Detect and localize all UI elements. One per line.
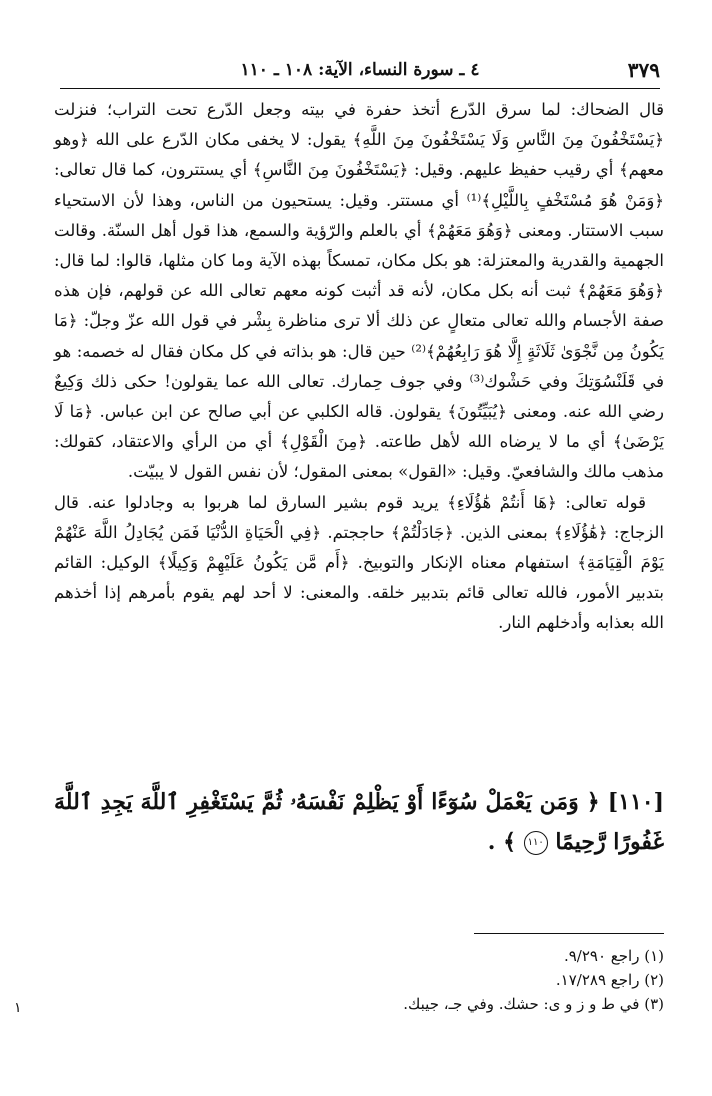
commentary-paragraph: قال الضحاك: لما سرق الدّرع أتخذ حفرة في بيته وجعل الدّرع تحت التراب؛ فنزلت ﴿يَسْتَخْفُونَ مِنَ النَّاسِ وَلَا يَسْتَخْفُونَ مِنَ اللَّهِ﴾ يقول: لا يخفى مكان الدّرع على الله ﴿وهو معهم﴾ أي رقيب حفيظ عليهم. وقيل: ﴿يَسْتَخْفُونَ مِنَ النَّاسِ﴾ أي يستترون، كما قال تعالى: ﴿وَمَنْ هُوَ مُسْتَخْفٍ بِاللَّيْلِ﴾⁽¹⁾ أي مستتر. وقيل: يستحيون من الناس، وهذا لأن الاستحياء سبب الاستتار. ومعنى ﴿وَهُوَ مَعَهُمْ﴾ أي بالعلم والرّؤية والسمع، هذا قول أهل السنّة. وقالت الجهمية والقدرية والمعتزلة: هو بكل مكان، تمسكاً بهذه الآية وما كان مثلها، قالوا: لما قال: ﴿وَهُوَ مَعَهُمْ﴾ ثبت أنه بكل مكان، لأنه قد أثبت كونه معهم تعالى الله عن قولهم، فإن هذه صفة الأجسام والله تعالى متعالٍ عن ذلك ألا ترى مناظرة بِشْر في قول الله عزّ وجلّ: ﴿مَا يَكُونُ مِن نَّجْوَىٰ ثَلَاثَةٍ إِلَّا هُوَ رَابِعُهُمْ﴾⁽²⁾ حين قال: هو بذاته في كل مكان فقال له خصمه: هو في قَلَنْسُوَتِكَ وفي حَشْوك⁽³⁾ وفي جوف حِمارك. تعالى الله عما يقولون! حكى ذلك وَكِيعٌ رضي الله عنه. ومعنى ﴿يُبَيِّتُونَ﴾ يقولون. قاله الكلبي عن أبي صالح عن ابن عباس. ﴿مَا لَا يَرْضَىٰ﴾ أي ما لا يرضاه الله لأهل طاعته. ﴿مِنَ الْقَوْلِ﴾ أي من الرأي والاعتقاد، كقولك: مذهب مالك والشافعيّ. وقيل: «القول» بمعنى المقول؛ لأن نفس القول لا يبيّت.: [54, 100, 664, 482]
verse-closing: ﴾ .: [487, 829, 516, 855]
verse-text: ﴿ وَمَن يَعْمَلْ سُوٓءًا أَوْ يَظْلِمْ نَفْسَهُۥ ثُمَّ يَسْتَغْفِرِ ٱللَّهَ يَجِدِ ٱللَّهَ غَفُورًا رَّحِيمًا: [54, 789, 664, 855]
footnote: (٢) راجع ١٧/٢٨٩.: [555, 971, 664, 989]
verse-number: [١١٠]: [607, 789, 665, 815]
page-header: [60, 58, 660, 89]
quran-verse: [54, 782, 664, 862]
footnote: (١) راجع ٩/٢٩٠.: [563, 947, 664, 965]
page-number: ٣٧٩: [627, 58, 660, 82]
running-title: ٤ ـ سورة النساء، الآية: ١٠٨ ـ ١١٠: [240, 60, 480, 80]
margin-mark: ١: [14, 1000, 22, 1016]
footnote: (٣) في ط و ز و ى: حشك. وفي جـ، جيبك.: [403, 995, 664, 1013]
footnote-divider: [474, 933, 664, 934]
commentary-paragraph: قوله تعالى: ﴿هَا أَنتُمْ هَٰؤُلَاءِ﴾ يريد قوم بشير السارق لما هربوا به وجادلوا عنه. قال الزجاج: ﴿هَٰؤُلَاءِ﴾ بمعنى الذين. ﴿جَادَلْتُمْ﴾ حاججتم. ﴿فِي الْحَيَاةِ الدُّنْيَا فَمَن يُجَادِلُ اللَّهَ عَنْهُمْ يَوْمَ الْقِيَامَةِ﴾ استفهام معناه الإنكار والتوبيخ. ﴿أَم مَّن يَكُونُ عَلَيْهِمْ وَكِيلًا﴾ الوكيل: القائم بتدبير الأمور، فالله تعالى قائم بتدبير خلقه. والمعنى: لا أحد لهم يقوم بأمرهم إذا أخذهم الله بعذابه وأدخلهم النار.: [54, 492, 664, 633]
ayah-end-icon: ١١٠: [524, 831, 548, 855]
commentary-text: [54, 95, 664, 639]
footnotes: [54, 944, 664, 1016]
